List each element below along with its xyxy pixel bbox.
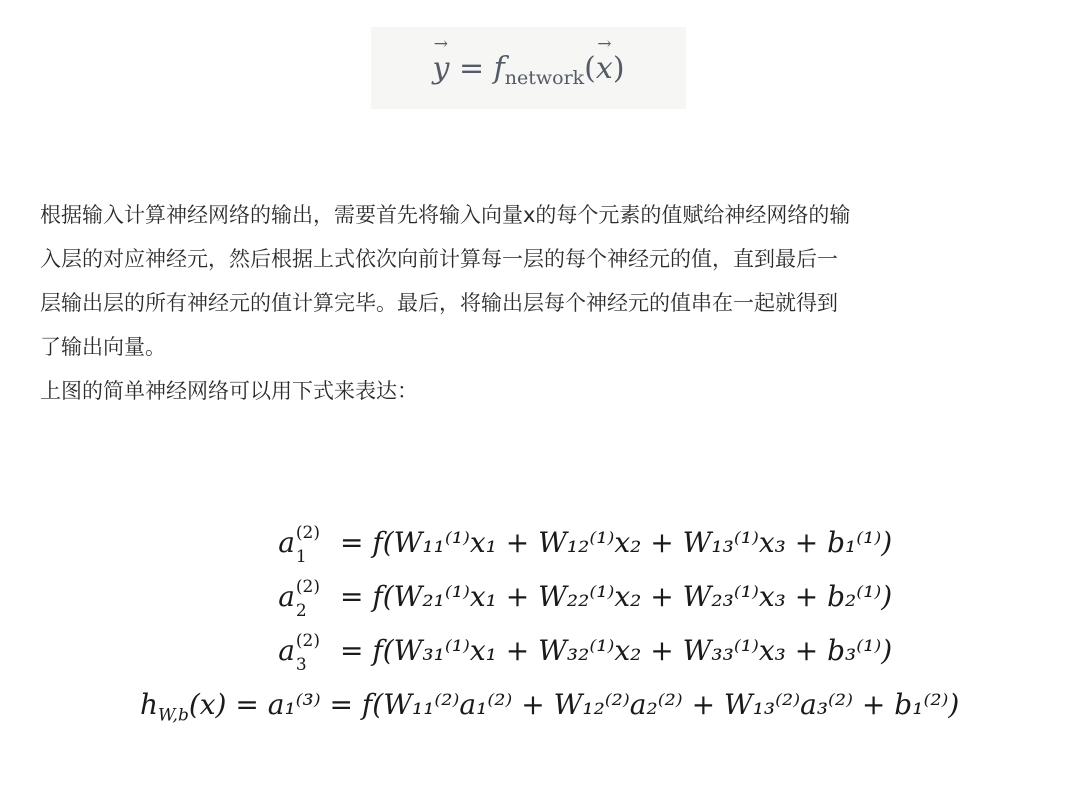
equation-lhs: a (2) 1 — [278, 522, 320, 567]
network-formula: → $y = f_{network}(\to x)$ — [432, 51, 624, 86]
equation-full: $h_{W,b}(x) = a_1^{(3)} = f(W_{11}^{(2)}a_1^{(2)} + W_{12}^{(2)}a_2^{(2)} + W_{13}^{(2)}a_3^{(2)} + b_1^{(2)})$ — [140, 688, 960, 726]
equation-block — [140, 520, 960, 736]
equation-rhs: = f(W₂₁⁽¹⁾x₁ + W₂₂⁽¹⁾x₂ + W₂₃⁽¹⁾x₃ + b₂⁽¹⁾) — [340, 580, 893, 613]
network-formula-image — [371, 27, 686, 109]
paragraph-line: 根据输入计算神经网络的输出，需要首先将输入向量x的每个元素的值赋给神经网络的输 — [40, 203, 851, 227]
equation-lhs: a (2) 3 — [278, 630, 320, 675]
equation-row — [140, 574, 940, 628]
equation-lhs: a (2) 2 — [278, 576, 320, 621]
equation-row — [140, 628, 940, 682]
paragraph-line: 层输出层的所有神经元的值计算完毕。最后，将输出层每个神经元的值串在一起就得到 — [40, 291, 838, 315]
equation-row — [140, 682, 960, 736]
equation-rhs: = f(W₃₁⁽¹⁾x₁ + W₃₂⁽¹⁾x₂ + W₃₃⁽¹⁾x₃ + b₃⁽¹⁾) — [340, 634, 893, 667]
function-f: f — [493, 50, 505, 86]
equals-sign: = — [458, 50, 485, 86]
input-vector-x: → x — [596, 51, 613, 86]
paragraph-line: 入层的对应神经元，然后根据上式依次向前计算每一层的每个神经元的值，直到最后一 — [40, 247, 838, 271]
explanation-paragraph — [40, 193, 1040, 413]
function-subscript: network — [504, 66, 585, 89]
output-vector-y: → y — [432, 51, 449, 86]
equation-row — [140, 520, 940, 574]
paragraph-line: 上图的简单神经网络可以用下式来表达： — [40, 379, 418, 403]
equation-rhs: = f(W₁₁⁽¹⁾x₁ + W₁₂⁽¹⁾x₂ + W₁₃⁽¹⁾x₃ + b₁⁽¹⁾) — [340, 526, 893, 559]
paragraph-line: 了输出向量。 — [40, 335, 166, 359]
